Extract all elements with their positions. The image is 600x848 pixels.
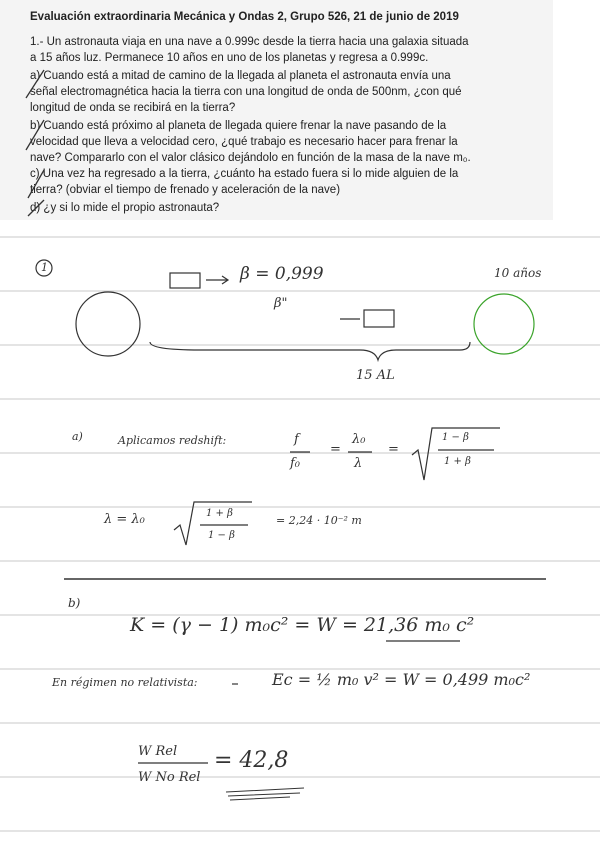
beta-mark: β" (274, 296, 288, 311)
exam-line: c) Una vez ha regresado a la tierra, ¿cuánto ha estado fuera si lo mide alguien de la (30, 168, 459, 180)
lambda-numerator: λ₀ (352, 432, 366, 447)
exam-line: tierra? (obviar el tiempo de frenado y aceleración de la nave) (30, 184, 341, 196)
freq-numerator: f (294, 432, 299, 447)
ratio-numerator: W Rel (138, 744, 178, 759)
ratio-denominator: W No Rel (138, 770, 201, 785)
ratio-value: = 42,8 (214, 748, 289, 773)
exam-line: señal electromagnética hacia la tierra con una longitud de onda de 500nm, ¿con qué (30, 86, 462, 98)
classical-label: En régimen no relativista: (52, 676, 198, 689)
beta-value: β = 0,999 (240, 264, 324, 284)
lambda-equation: λ = λ₀ (104, 512, 145, 527)
distance-label: 15 AL (356, 368, 395, 383)
exam-line: nave? Compararlo con el valor clásico dejándolo en función de la masa de la nave m₀. (30, 152, 471, 164)
arrow-icon (206, 276, 228, 284)
ten-years-label: 10 años (494, 266, 542, 280)
kinetic-relativistic: K = (γ − 1) m₀c² = W = 21,36 m₀ c² (130, 614, 475, 636)
midpoint-ship-sketch (364, 310, 394, 327)
freq-denominator: f₀ (290, 456, 301, 471)
part-a-label: a) (72, 430, 83, 443)
root2-numerator: 1 + β (206, 508, 233, 519)
exam-line: a) Cuando está a mitad de camino de la llegada al planeta el astronauta envía una (30, 70, 451, 82)
exam-line: a 15 años luz. Permanece 10 años en uno de los planetas y regresa a 0.999c. (30, 52, 429, 64)
ship-sketch (170, 273, 200, 288)
root-denominator: 1 + β (444, 456, 471, 467)
root-numerator: 1 − β (442, 432, 469, 443)
earth-circle (76, 292, 140, 356)
root2-denominator: 1 − β (208, 530, 235, 541)
part-b-label: b) (68, 596, 81, 610)
lambda-result: = 2,24 · 10⁻² m (276, 514, 362, 527)
exam-title: Evaluación extraordinaria Mecánica y Ondas 2, Grupo 526, 21 de junio de 2019 (30, 11, 459, 23)
classical-equation: Ec = ½ m₀ v² = W = 0,499 m₀c² (272, 670, 531, 689)
equals-sign: = (388, 442, 399, 457)
lambda-denominator: λ (354, 456, 363, 471)
exam-line: b) Cuando está próximo al planeta de llegada quiere frenar la nave pasando de la (30, 120, 447, 132)
exam-line: longitud de onda se recibirá en la tierra? (30, 102, 236, 114)
exam-line: velocidad que lleva a velocidad cero, ¿qué trabajo es necesario hacer para frenar la (30, 136, 458, 148)
part-a-text: Aplicamos redshift: (118, 434, 227, 447)
exam-line: 1.- Un astronauta viaja en una nave a 0.999c desde la tierra hacia una galaxia situada (30, 36, 469, 48)
problem-number: 1 (41, 261, 48, 274)
exam-line: d) ¿y si lo mide el propio astronauta? (30, 202, 220, 214)
equals-sign: = (330, 442, 341, 457)
